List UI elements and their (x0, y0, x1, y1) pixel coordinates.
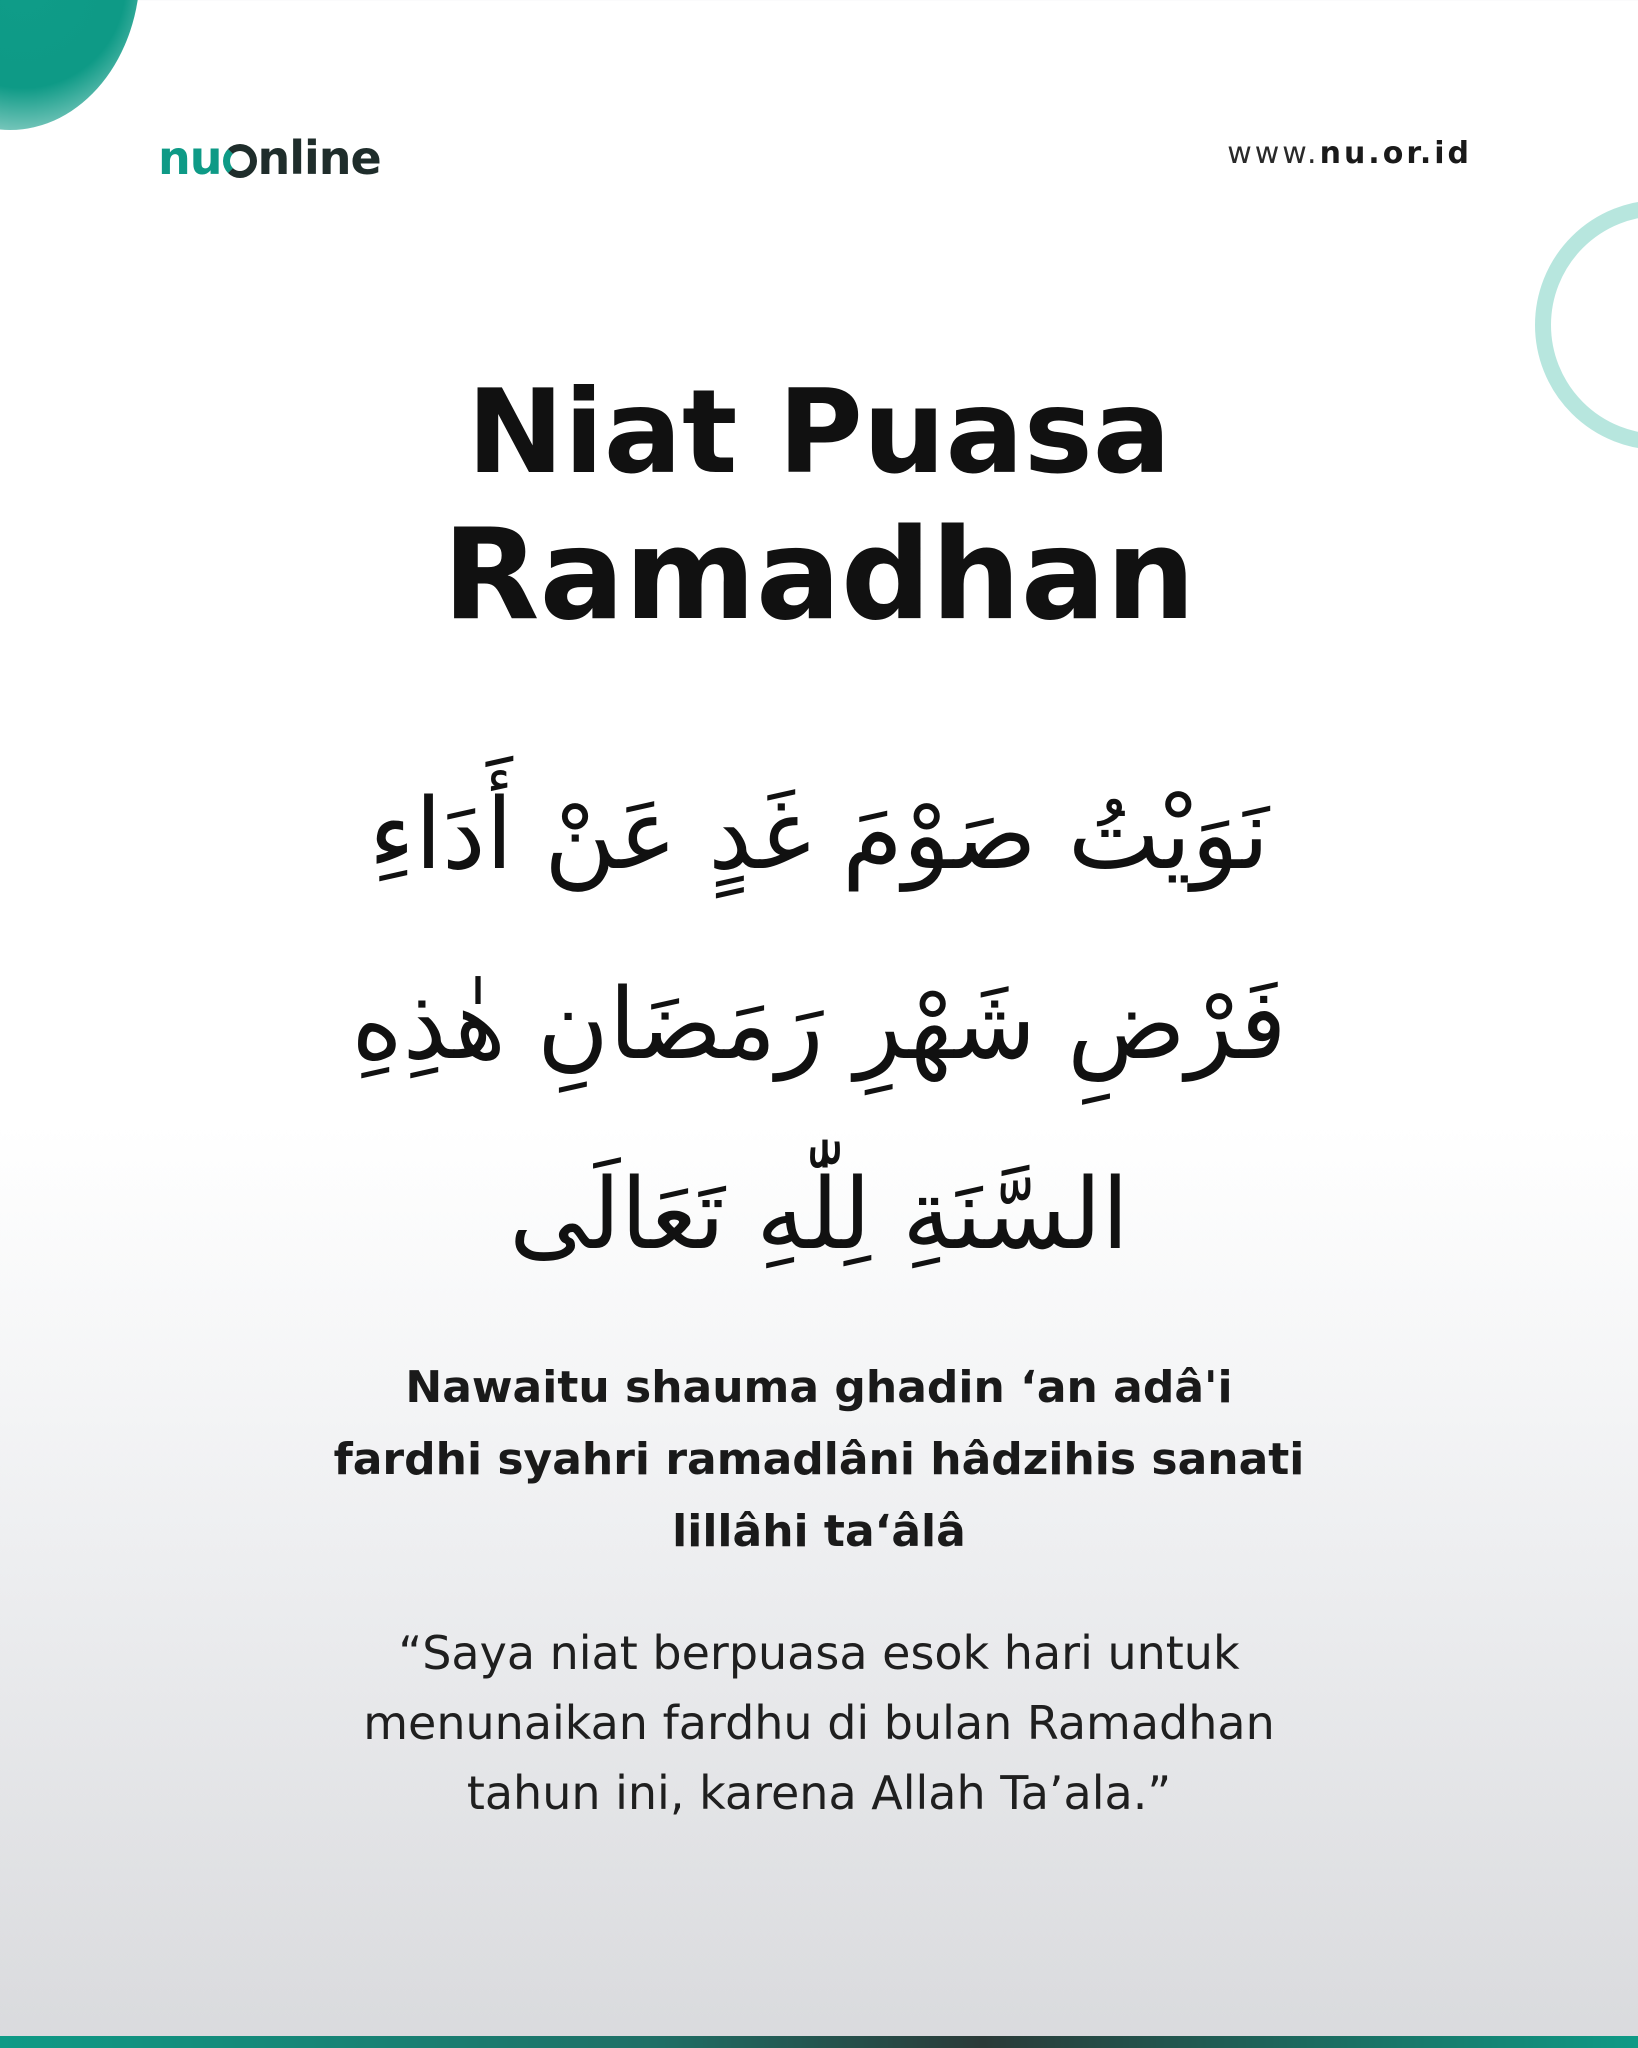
nu-online-logo (158, 128, 381, 188)
transliteration-block (280, 1352, 1358, 1568)
translation-line-1: “Saya niat berpuasa esok hari untuk (398, 1626, 1240, 1680)
transliteration-line-2: fardhi syahri ramadlâni hâdzihis sanati (333, 1434, 1305, 1485)
logo-wordmark (158, 131, 381, 185)
translation-line-3: tahun ini, karena Allah Ta’ala.” (466, 1766, 1172, 1820)
website-url[interactable] (1227, 136, 1472, 171)
corner-decoration-blob (0, 0, 140, 130)
logo-o-icon (223, 144, 257, 178)
page-title-line-2: Ramadhan (442, 501, 1196, 648)
logo-online-text: nline (257, 131, 381, 185)
transliteration-line-3: lillâhi ta‘âlâ (672, 1506, 966, 1557)
logo-nu-text: nu (158, 131, 222, 185)
page-title-line-1: Niat Puasa (466, 365, 1172, 500)
website-url-prefix: www. (1227, 136, 1320, 171)
translation-line-2: menunaikan fardhu di bulan Ramadhan (363, 1696, 1275, 1750)
transliteration-line-1: Nawaitu shauma ghadin ‘an adâ'i (405, 1362, 1233, 1413)
website-url-domain: nu.or.id (1319, 136, 1472, 171)
arabic-niat-text: نَوَيْتُ صَوْمَ غَدٍ عَنْ أَدَاءِ فَرْضِ شَهْرِ رَمَضَانِ هٰذِهِ السَّنَةِ لِلّٰهِ تَعَالَى (351, 778, 1287, 1272)
translation-block (280, 1618, 1358, 1828)
bottom-accent-bar (0, 2036, 1638, 2048)
